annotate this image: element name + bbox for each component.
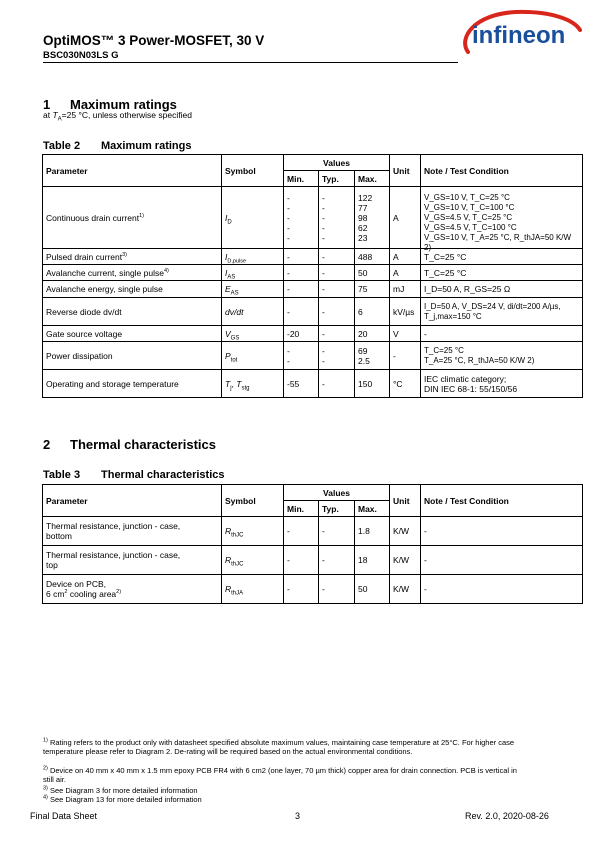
page-number: 3	[295, 811, 301, 821]
symbol-cell: $P_{tot}$	[222, 342, 284, 370]
part-number: BSC030N03LS G	[43, 50, 119, 61]
max-cell: 18	[355, 546, 390, 575]
table-row	[43, 265, 583, 281]
note-cell: -	[421, 326, 583, 342]
min-cell: -	[284, 298, 319, 326]
typ-cell: -	[319, 517, 355, 546]
param-cell: Pulsed drain current$^{3)}$	[43, 249, 222, 265]
header-note: Note / Test Condition	[421, 155, 583, 187]
max-cell: 488	[355, 249, 390, 265]
param-cell: Device on PCB, 6 $cm^2$ cooling area$^{2)}$	[43, 575, 222, 604]
max-cell: 75	[355, 281, 390, 298]
min-cell: -	[284, 575, 319, 604]
table-3-caption: Table 3 Thermal characteristics	[43, 469, 225, 481]
infineon-logo	[456, 8, 582, 62]
typ-cell: -	[319, 281, 355, 298]
param-cell: Avalanche energy, single pulse	[43, 281, 222, 298]
symbol-cell: $I_{AS}$	[222, 265, 284, 281]
header-symbol: Symbol	[222, 155, 284, 187]
param-cell: Thermal resistance, junction - case, top	[43, 546, 222, 575]
table-row	[43, 298, 583, 326]
footnote-4: $^{4)}$ See Diagram 13 for more detailed information	[43, 794, 202, 804]
unit-cell: kV/µs	[390, 298, 421, 326]
header-values: Values	[284, 485, 390, 501]
symbol-cell: dv/dt	[222, 298, 284, 326]
note-cell: V_GS=10 V, T_C=25 °C V_GS=10 V, T_C=100 °C V_GS=4.5 V, T_C=25 °C V_GS=4.5 V, T_C=100 °C V_GS=10 V, T_A=25 °C, R_thJA=50 K/W 2)	[421, 187, 583, 249]
unit-cell: mJ	[390, 281, 421, 298]
symbol-cell: $T_j$, $T_{stg}$	[222, 370, 284, 398]
table-row	[43, 517, 583, 546]
max-cell: 1.8	[355, 517, 390, 546]
symbol-cell: $R_{thJC}$	[222, 517, 284, 546]
typ-cell: -	[319, 546, 355, 575]
min-cell: - -	[284, 342, 319, 370]
unit-cell: -	[390, 342, 421, 370]
min-cell: -20	[284, 326, 319, 342]
note-cell: I_D=50 A, V_DS=24 V, di/dt=200 A/µs, T_j,max=150 °C	[421, 298, 583, 326]
note-cell: T_C=25 °C	[421, 265, 583, 281]
max-cell: 50	[355, 265, 390, 281]
header-rule	[43, 62, 458, 63]
max-cell: 50	[355, 575, 390, 604]
header-unit: Unit	[390, 155, 421, 187]
header-min: Min.	[284, 171, 319, 187]
header-parameter: Parameter	[43, 155, 222, 187]
note-cell: IEC climatic category; DIN IEC 68-1: 55/150/56	[421, 370, 583, 398]
section-number: 2	[43, 437, 51, 452]
symbol-cell: $I_{D,pulse}$	[222, 249, 284, 265]
header-unit: Unit	[390, 485, 421, 517]
table-row	[43, 249, 583, 265]
header-min: Min.	[284, 501, 319, 517]
section-number: 1	[43, 97, 51, 112]
header-typ: Typ.	[319, 171, 355, 187]
symbol-cell: $V_{GS}$	[222, 326, 284, 342]
maximum-ratings-table	[42, 154, 583, 398]
min-cell: -	[284, 281, 319, 298]
min-cell: - - - - -	[284, 187, 319, 249]
symbol-cell: $R_{thJA}$	[222, 575, 284, 604]
unit-cell: K/W	[390, 546, 421, 575]
table-row	[43, 187, 583, 249]
note-cell: -	[421, 575, 583, 604]
header-typ: Typ.	[319, 501, 355, 517]
note-cell: -	[421, 546, 583, 575]
footer-label: Final Data Sheet	[30, 811, 98, 821]
typ-cell: - - - - -	[319, 187, 355, 249]
symbol-cell: $E_{AS}$	[222, 281, 284, 298]
table-row	[43, 342, 583, 370]
param-cell: Thermal resistance, junction - case, bottom	[43, 517, 222, 546]
typ-cell: -	[319, 265, 355, 281]
note-cell: T_C=25 °C	[421, 249, 583, 265]
header-parameter: Parameter	[43, 485, 222, 517]
header-max: Max.	[355, 501, 390, 517]
param-cell: Reverse diode dv/dt	[43, 298, 222, 326]
symbol-cell: $I_D$	[222, 187, 284, 249]
param-cell: Gate source voltage	[43, 326, 222, 342]
table-row	[43, 326, 583, 342]
section-1-subtitle: at $T_A=25$ °C, unless otherwise specified	[43, 110, 192, 123]
header-symbol: Symbol	[222, 485, 284, 517]
param-cell: Continuous drain current$^{1)}$	[43, 187, 222, 249]
typ-cell: -	[319, 249, 355, 265]
note-cell: I_D=50 A, R_GS=25 Ω	[421, 281, 583, 298]
svg-text:infineon: infineon	[472, 22, 566, 49]
thermal-characteristics-table	[42, 484, 583, 604]
unit-cell: V	[390, 326, 421, 342]
table-row	[43, 281, 583, 298]
table-row	[43, 370, 583, 398]
table-row	[43, 575, 583, 604]
note-cell: -	[421, 517, 583, 546]
symbol-cell: $R_{thJC}$	[222, 546, 284, 575]
typ-cell: -	[319, 370, 355, 398]
unit-cell: A	[390, 249, 421, 265]
min-cell: -	[284, 546, 319, 575]
table-2-caption: Table 2 Maximum ratings	[43, 140, 192, 152]
typ-cell: -	[319, 298, 355, 326]
param-cell: Operating and storage temperature	[43, 370, 222, 398]
unit-cell: A	[390, 187, 421, 249]
footnote-3: $^{3)}$ See Diagram 3 for more detailed information	[43, 785, 198, 795]
max-cell: 150	[355, 370, 390, 398]
section-2-heading	[43, 437, 216, 452]
unit-cell: K/W	[390, 517, 421, 546]
typ-cell: -	[319, 326, 355, 342]
typ-cell: -	[319, 575, 355, 604]
max-cell: 6	[355, 298, 390, 326]
min-cell: -	[284, 249, 319, 265]
header-note: Note / Test Condition	[421, 485, 583, 517]
max-cell: 122 77 98 62 23	[355, 187, 390, 249]
min-cell: -55	[284, 370, 319, 398]
section-title: Maximum ratings	[70, 97, 177, 112]
revision-date: Rev. 2.0, 2020-08-26	[465, 811, 549, 821]
unit-cell: °C	[390, 370, 421, 398]
note-cell: T_C=25 °C T_A=25 °C, R_thJA=50 K/W 2)	[421, 342, 583, 370]
unit-cell: K/W	[390, 575, 421, 604]
typ-cell: - -	[319, 342, 355, 370]
min-cell: -	[284, 265, 319, 281]
header-max: Max.	[355, 171, 390, 187]
min-cell: -	[284, 517, 319, 546]
unit-cell: A	[390, 265, 421, 281]
max-cell: 69 2.5	[355, 342, 390, 370]
param-cell: Power dissipation	[43, 342, 222, 370]
header-values: Values	[284, 155, 390, 171]
footnote-1: $^{1)}$ Rating refers to the product only with datasheet specified absolute maximum values, maintaining case temperature at 25°C. For higher case temperature please refer to Diagram 2. De-rating will be required based on the actual environmental conditions.	[43, 737, 515, 756]
section-title: Thermal characteristics	[70, 437, 216, 452]
footnote-2: $^{2)}$ Device on 40 mm x 40 mm x 1.5 mm epoxy PCB FR4 with 6 cm2 (one layer, 70 µm thick) copper area for drain connection. PCB is vertical in still air.	[43, 765, 517, 784]
param-cell: Avalanche current, single pulse$^{4)}$	[43, 265, 222, 281]
max-cell: 20	[355, 326, 390, 342]
table-row	[43, 546, 583, 575]
document-title: OptiMOS™ 3 Power-MOSFET, 30 V	[43, 33, 265, 48]
